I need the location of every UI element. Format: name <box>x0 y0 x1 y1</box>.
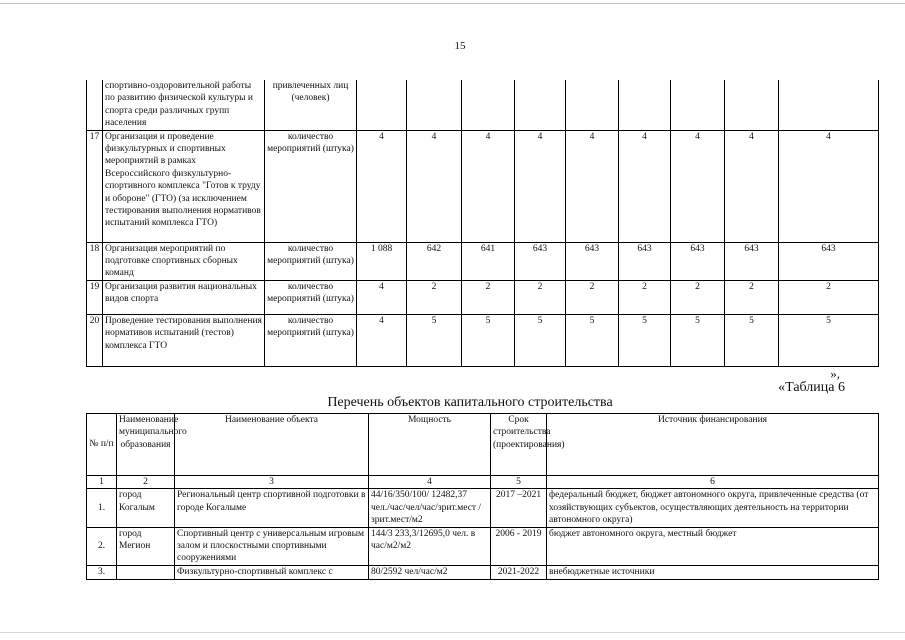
term-cell: 2006 - 2019 <box>491 527 547 565</box>
indicator-name: Проведение тестирования выполнения нормативов испытаний (тестов) комплекса ГТО <box>103 314 265 366</box>
table-row <box>87 280 879 314</box>
row-number: 18 <box>87 242 103 280</box>
index-cell: 6 <box>547 476 879 489</box>
value-cell <box>407 80 462 130</box>
table-title: Перечень объектов капитального строительства <box>327 395 613 410</box>
capacity-cell: 44/16/350/100/ 12482,37 чел./час/чел/час/зрит.мест /зрит.мест/м2 <box>369 489 491 527</box>
value-cell: 5 <box>515 314 566 366</box>
index-cell: 5 <box>491 476 547 489</box>
object-cell: Физкультурно-спортивный комплекс с <box>175 565 369 579</box>
value-cell: 4 <box>462 130 515 242</box>
indicator-name: Организация и проведение физкультурных и спортивных мероприятий в рамках Всероссийского физкультурно-спортивного комплекса "Готов к труду и обороне" (ГТО) (за исключением тестирования выполнения нормативов испытаний комплекса ГТО) <box>103 130 265 242</box>
value-cell <box>671 80 725 130</box>
municipality-cell <box>117 565 175 579</box>
row-number: 3. <box>87 565 117 579</box>
table-row <box>87 242 879 280</box>
value-cell: 643 <box>515 242 566 280</box>
value-cell: 2 <box>779 280 879 314</box>
header-capacity: Мощность <box>369 414 491 476</box>
source-cell: федеральный бюджет, бюджет автономного округа, привлеченные средства (от хозяйствующих субъектов, осуществляющих деятельность на территории автономного округа) <box>547 489 879 527</box>
source-cell: бюджет автономного округа, местный бюджет <box>547 527 879 565</box>
row-number: 17 <box>87 130 103 242</box>
value-cell <box>515 80 566 130</box>
value-cell: 5 <box>619 314 671 366</box>
municipality-cell: город Мегион <box>117 527 175 565</box>
table-row <box>87 130 879 242</box>
header-municipality: Наименование муниципального образования <box>117 414 175 476</box>
index-cell: 3 <box>175 476 369 489</box>
table-row <box>87 80 879 130</box>
unit-cell: количество мероприятий (штука) <box>265 130 357 242</box>
value-cell: 4 <box>357 130 407 242</box>
term-cell: 2017 –2021 <box>491 489 547 527</box>
value-cell: 5 <box>725 314 779 366</box>
header-term: Срок строительства (проектирования) <box>491 414 547 476</box>
value-cell <box>566 80 619 130</box>
row-number: 19 <box>87 280 103 314</box>
indicator-name: Организация развития национальных видов спорта <box>103 280 265 314</box>
value-cell: 5 <box>671 314 725 366</box>
closing-quote: », <box>830 366 840 381</box>
scan-line-bottom <box>0 632 905 633</box>
row-number: 2. <box>87 527 117 565</box>
value-cell: 4 <box>407 130 462 242</box>
unit-cell: количество мероприятий (штука) <box>265 242 357 280</box>
indicator-name: Организация мероприятий по подготовке спортивных сборных команд <box>103 242 265 280</box>
unit-cell: количество мероприятий (штука) <box>265 314 357 366</box>
value-cell: 1 088 <box>357 242 407 280</box>
value-cell: 643 <box>779 242 879 280</box>
source-cell: внебюджетные источники <box>547 565 879 579</box>
header-source: Источник финансирования <box>547 414 879 476</box>
value-cell: 642 <box>407 242 462 280</box>
value-cell <box>725 80 779 130</box>
value-cell: 4 <box>357 314 407 366</box>
value-cell: 643 <box>725 242 779 280</box>
table-row <box>87 314 879 366</box>
municipality-cell: город Когалым <box>117 489 175 527</box>
page-number: 15 <box>454 40 466 52</box>
value-cell: 5 <box>462 314 515 366</box>
indicator-name: спортивно-оздоровительной работы по развитию физической культуры и спорта среди различных групп населения <box>103 80 265 130</box>
value-cell: 643 <box>619 242 671 280</box>
value-cell: 2 <box>619 280 671 314</box>
scan-line-top <box>0 3 905 4</box>
table-label: «Таблица 6 <box>778 380 845 395</box>
unit-cell: количество мероприятий (штука) <box>265 280 357 314</box>
value-cell: 2 <box>462 280 515 314</box>
value-cell: 4 <box>671 130 725 242</box>
object-cell: Спортивный центр с универсальным игровым залом и плоскостными спортивными сооружениями <box>175 527 369 565</box>
capacity-cell: 80/2592 чел/час/м2 <box>369 565 491 579</box>
table-row <box>87 489 879 527</box>
value-cell: 4 <box>566 130 619 242</box>
value-cell: 643 <box>671 242 725 280</box>
value-cell: 4 <box>515 130 566 242</box>
row-number: 1. <box>87 489 117 527</box>
value-cell: 4 <box>779 130 879 242</box>
header-num: № п/п <box>87 414 117 476</box>
value-cell: 4 <box>619 130 671 242</box>
table-row <box>87 565 879 579</box>
index-cell: 4 <box>369 476 491 489</box>
construction-objects-table <box>86 413 879 580</box>
indicators-table <box>86 80 879 367</box>
value-cell <box>357 80 407 130</box>
value-cell: 2 <box>407 280 462 314</box>
value-cell: 4 <box>725 130 779 242</box>
value-cell <box>462 80 515 130</box>
value-cell: 2 <box>566 280 619 314</box>
index-cell: 2 <box>117 476 175 489</box>
unit-cell: привлеченных лиц (человек) <box>265 80 357 130</box>
header-row <box>87 414 879 476</box>
header-object: Наименование объекта <box>175 414 369 476</box>
value-cell: 643 <box>566 242 619 280</box>
value-cell: 5 <box>779 314 879 366</box>
capacity-cell: 144/3 233,3/12695,0 чел. в час/м2/м2 <box>369 527 491 565</box>
value-cell <box>619 80 671 130</box>
index-row <box>87 476 879 489</box>
value-cell <box>779 80 879 130</box>
row-number: 20 <box>87 314 103 366</box>
value-cell: 5 <box>566 314 619 366</box>
value-cell: 641 <box>462 242 515 280</box>
value-cell: 2 <box>725 280 779 314</box>
table-row <box>87 527 879 565</box>
value-cell: 2 <box>671 280 725 314</box>
object-cell: Региональный центр спортивной подготовки в городе Когалыме <box>175 489 369 527</box>
row-number <box>87 80 103 130</box>
value-cell: 2 <box>515 280 566 314</box>
index-cell: 1 <box>87 476 117 489</box>
value-cell: 5 <box>407 314 462 366</box>
term-cell: 2021-2022 <box>491 565 547 579</box>
value-cell: 4 <box>357 280 407 314</box>
